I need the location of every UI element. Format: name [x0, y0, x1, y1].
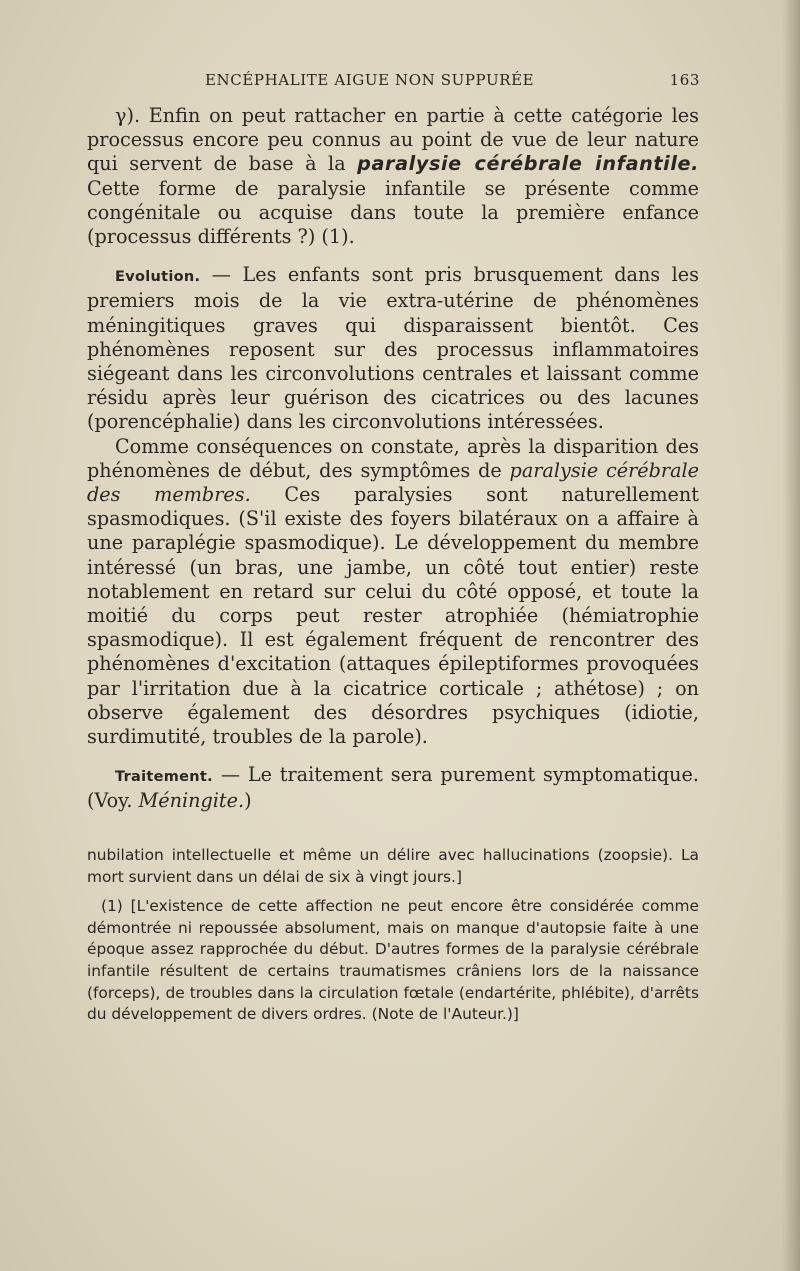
paragraph-gamma-lead: γ). Enfin on peut rattacher en partie à cette catégorie les processus encore peu connus au point de vue de leur nature qui servent de base à la — [87, 104, 699, 176]
footnote-continued: nubilation intellectuelle et même un délire avec hallucinations (zoopsie). La mort survient dans un délai de six à vingt jours.] — [87, 846, 699, 886]
paragraph-gamma-tail: Cette forme de paralysie infantile se présente comme congénitale ou acquise dans toute la première enfance (processus différents ?) (1). — [87, 176, 699, 249]
footnote-1: (1) [L'existence de cette affection ne peut encore être considérée comme démontrée ni repoussée absolument, mais on manque d'autopsie faite à une époque assez rapprochée du début. D'autres formes de la paralysie cérébrale infantile résultent de certains traumatismes crâniens lors de la naissance (forceps), de troubles dans la circulation fœtale (endartérite, phlébite), d'arrêts du développement de divers ordres. (Note de l'Auteur.)] — [87, 897, 699, 1024]
paragraph-consequences-tail: Ces paralysies sont naturellement spasmodiques. (S'il existe des foyers bilatéraux on a affaire à une paraplégie spasmodique). Le développement du membre intéressé (un bras, une jambe, un côté tout entier) reste notablement en retard sur celui du côté opposé, et toute la moitié du corps peut rester atrophiée (hémiatrophie spasmodique). Il est également fréquent de rencontrer des phénomènes d'excitation (attaques épileptiformes provoquées par l'irritation due à la cicatrice corticale ; athétose) ; on observe également des désordres psychiques (idiotie, surdimutité, troubles de la parole). — [87, 483, 699, 749]
paragraph-consequences — [87, 435, 699, 750]
paragraph-traitement — [87, 763, 699, 813]
heading-traitement: Traitement. — [115, 769, 213, 786]
paragraph-evolution-text: — Les enfants sont pris brusquement dans les premiers mois de la vie extra-utérine de phénomènes méningitiques graves qui disparaissent bientôt. Ces phénomènes reposent sur des processus inflammatoires siégeant dans les circonvolutions centrales et laissant comme résidu après leur guérison des cicatrices ou des lacunes (porencéphalie) dans les circonvolutions intéressées. — [87, 263, 699, 434]
crossref-meningite: Méningite. — [138, 789, 245, 813]
paragraph-traitement-text: — Le traitement sera purement symptomatique. (Voy. — [87, 763, 699, 813]
emphasis-paralysie-membres: paralysie cérébrale des membres. — [87, 458, 700, 507]
paragraph-traitement-tail: ) — [244, 789, 252, 813]
emphasis-paralysie-cerebrale-infantile: paralysie cérébrale infantile. — [357, 152, 699, 176]
heading-evolution: Evolution. — [115, 269, 201, 286]
paragraph-gamma — [87, 104, 699, 249]
running-header — [205, 71, 700, 93]
running-title: ENCÉPHALITE AIGUE NON SUPPURÉE — [205, 71, 535, 89]
page-number: 163 — [669, 71, 700, 89]
footnotes — [87, 845, 699, 1026]
page-edge-shadow — [782, 0, 800, 1271]
main-text — [87, 104, 699, 814]
paragraph-evolution — [87, 263, 699, 434]
paragraph-consequences-lead: Comme conséquences on constate, après la disparition des phénomènes de début, des symptômes de — [87, 434, 699, 482]
